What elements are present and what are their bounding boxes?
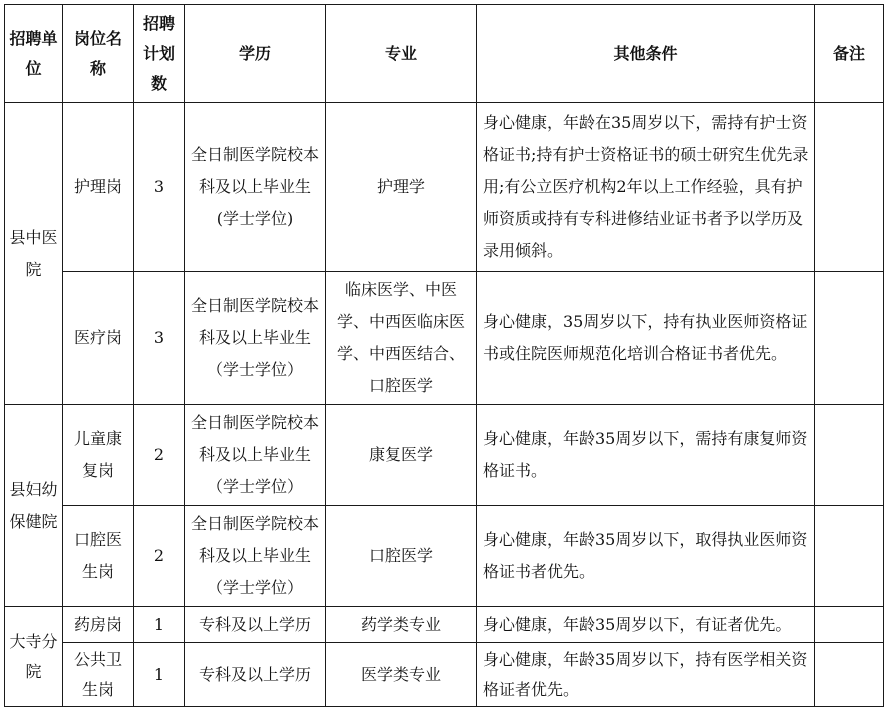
- major-cell: 医学类专业: [326, 643, 477, 707]
- position-cell: 公共卫生岗: [63, 643, 134, 707]
- count-cell: 3: [134, 103, 185, 272]
- conditions-cell: 身心健康，年龄35周岁以下，有证者优先。: [477, 607, 815, 643]
- count-cell: 2: [134, 405, 185, 506]
- conditions-cell: 身心健康，35周岁以下，持有执业医师资格证书或住院医师规范化培训合格证书者优先。: [477, 272, 815, 405]
- major-cell: 临床医学、中医学、中西医临床医学、中西医结合、口腔医学: [326, 272, 477, 405]
- notes-cell: [815, 405, 884, 506]
- education-cell: 专科及以上学历: [185, 643, 326, 707]
- major-cell: 护理学: [326, 103, 477, 272]
- header-unit: 招聘单位: [5, 5, 63, 103]
- header-major: 专业: [326, 5, 477, 103]
- major-cell: 药学类专业: [326, 607, 477, 643]
- notes-cell: [815, 607, 884, 643]
- conditions-cell: 身心健康，年龄35周岁以下，取得执业医师资格证书者优先。: [477, 506, 815, 607]
- recruitment-table: [4, 4, 884, 707]
- unit-cell: 县妇幼保健院: [5, 405, 63, 607]
- header-row: [5, 5, 884, 103]
- header-notes: 备注: [815, 5, 884, 103]
- education-cell: 全日制医学院校本科及以上毕业生(学士学位): [185, 103, 326, 272]
- table-row: [5, 103, 884, 272]
- header-position: 岗位名称: [63, 5, 134, 103]
- position-cell: 护理岗: [63, 103, 134, 272]
- position-cell: 医疗岗: [63, 272, 134, 405]
- position-cell: 口腔医生岗: [63, 506, 134, 607]
- unit-cell: 县中医院: [5, 103, 63, 405]
- notes-cell: [815, 272, 884, 405]
- count-cell: 2: [134, 506, 185, 607]
- education-cell: 全日制医学院校本科及以上毕业生（学士学位）: [185, 272, 326, 405]
- table-row: [5, 272, 884, 405]
- count-cell: 1: [134, 607, 185, 643]
- education-cell: 专科及以上学历: [185, 607, 326, 643]
- conditions-cell: 身心健康，年龄在35周岁以下，需持有护士资格证书;持有护士资格证书的硕士研究生优先录用;有公立医疗机构2年以上工作经验，具有护师资质或持有专科进修结业证书者予以学历及录用倾斜。: [477, 103, 815, 272]
- position-cell: 药房岗: [63, 607, 134, 643]
- position-cell: 儿童康复岗: [63, 405, 134, 506]
- conditions-cell: 身心健康，年龄35周岁以下，持有医学相关资格证者优先。: [477, 643, 815, 707]
- table-row: [5, 405, 884, 506]
- unit-cell: 大寺分院: [5, 607, 63, 707]
- count-cell: 3: [134, 272, 185, 405]
- notes-cell: [815, 643, 884, 707]
- header-conditions: 其他条件: [477, 5, 815, 103]
- notes-cell: [815, 103, 884, 272]
- major-cell: 康复医学: [326, 405, 477, 506]
- header-education: 学历: [185, 5, 326, 103]
- major-cell: 口腔医学: [326, 506, 477, 607]
- education-cell: 全日制医学院校本科及以上毕业生（学士学位）: [185, 405, 326, 506]
- table-row: [5, 607, 884, 643]
- education-cell: 全日制医学院校本科及以上毕业生（学士学位）: [185, 506, 326, 607]
- notes-cell: [815, 506, 884, 607]
- header-count: 招聘计划数: [134, 5, 185, 103]
- conditions-cell: 身心健康，年龄35周岁以下，需持有康复师资格证书。: [477, 405, 815, 506]
- table-row: [5, 506, 884, 607]
- table-row: [5, 643, 884, 707]
- count-cell: 1: [134, 643, 185, 707]
